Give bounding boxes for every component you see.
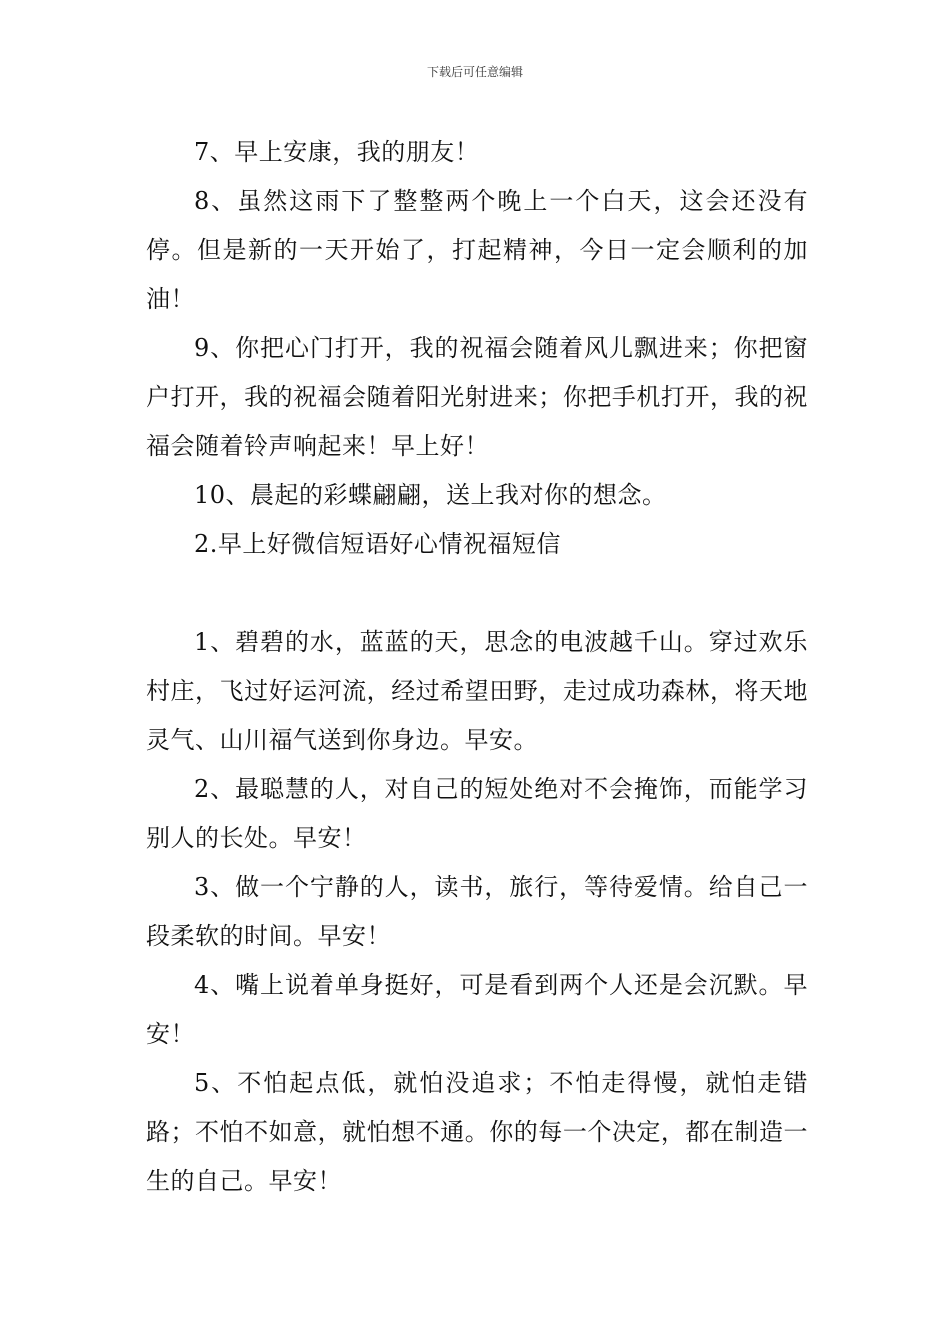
paragraph-item-4: 4、嘴上说着单身挺好，可是看到两个人还是会沉默。早安！: [146, 971, 808, 1048]
document-body: [146, 128, 808, 1206]
paragraph-item-7: 7、早上安康，我的朋友！: [194, 138, 480, 166]
paragraph-item-5: 5、不怕起点低，就怕没追求；不怕走得慢，就怕走错路；不怕不如意，就怕想不通。你的每一个决定，都在制造一生的自己。早安！: [146, 1069, 808, 1195]
paragraph-item-1: 1、碧碧的水，蓝蓝的天，思念的电波越千山。穿过欢乐村庄，飞过好运河流，经过希望田野，走过成功森林，将天地灵气、山川福气送到你身边。早安。: [146, 628, 808, 754]
blank-line: [146, 569, 808, 618]
paragraph-item-8: 8、虽然这雨下了整整两个晚上一个白天，这会还没有停。但是新的一天开始了，打起精神，今日一定会顺利的加油！: [146, 187, 808, 313]
paragraph-item-9: 9、你把心门打开，我的祝福会随着风儿飘进来；你把窗户打开，我的祝福会随着阳光射进来；你把手机打开，我的祝福会随着铃声响起来！早上好！: [146, 334, 808, 460]
paragraph-item-2: 2、最聪慧的人，对自己的短处绝对不会掩饰，而能学习别人的长处。早安！: [146, 775, 808, 852]
section-heading: 2.早上好微信短语好心情祝福短信: [194, 530, 561, 558]
page-header: 下载后可任意编辑: [426, 65, 523, 79]
paragraph-item-10: 10、晨起的彩蝶翩翩，送上我对你的想念。: [194, 481, 667, 509]
paragraph-item-3: 3、做一个宁静的人，读书，旅行，等待爱情。给自己一段柔软的时间。早安！: [146, 873, 808, 950]
